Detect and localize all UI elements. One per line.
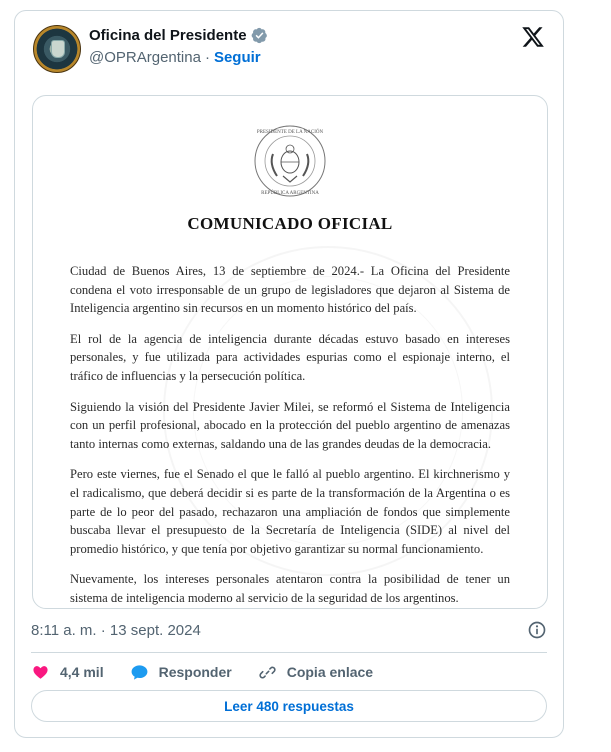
- tweet-actions: [31, 657, 399, 687]
- reply-button[interactable]: [130, 663, 232, 682]
- like-count: 4,4 mil: [60, 664, 104, 680]
- info-icon[interactable]: [527, 620, 547, 640]
- tweet-timestamp[interactable]: 8:11 a. m. · 13 sept. 2024: [31, 621, 201, 639]
- tweet-header: [31, 23, 547, 75]
- copy-link-button[interactable]: [258, 663, 373, 682]
- document-paragraph: Ciudad de Buenos Aires, 13 de septiembre de 2024.- La Oficina del Presidente condena el voto irresponsable de un grupo de legisladores que dejaron al Sistema de Inteligencia argentino sin recursos en un momento histórico del país.: [70, 264, 510, 316]
- svg-text:REPÚBLICA ARGENTINA: REPÚBLICA ARGENTINA: [261, 191, 319, 196]
- document-paragraph: El rol de la agencia de inteligencia durante décadas estuvo basado en intereses personales, y fue utilizada para actividades espurias como el espionaje interno, el tráfico de influencias y la persecución política.: [70, 331, 510, 383]
- document-paragraph: Siguiendo la visión del Presidente Javier Milei, se reformó el Sistema de Inteligencia con un perfil profesional, abocado en la protección del pueblo argentino de amenazas tanto internas como externas, saldando una de las grandes deudas de la democracia.: [70, 399, 510, 451]
- author-handle[interactable]: @OPRArgentina: [89, 49, 201, 66]
- document-paragraph: Nuevamente, los intereses personales atentaron contra la posibilidad de tener un sistema de inteligencia moderno al servicio de la seguridad de los argentinos.: [70, 572, 510, 605]
- reply-bubble-icon: [130, 663, 149, 682]
- tweet-card: [14, 10, 564, 738]
- document-body: [70, 262, 510, 609]
- official-statement-document: [33, 96, 547, 608]
- presidential-seal-icon: [253, 124, 327, 198]
- copy-link-label: Copia enlace: [286, 664, 374, 680]
- link-icon: [258, 663, 277, 682]
- document-title: COMUNICADO OFICIAL: [187, 214, 393, 233]
- reply-label: Responder: [158, 664, 232, 680]
- read-replies-label: Leer 480 respuestas: [224, 698, 354, 714]
- author-handle-row: [89, 49, 261, 66]
- timestamp-row: [31, 619, 547, 641]
- separator-dot: ·: [204, 49, 210, 66]
- svg-text:PRESIDENTE DE LA NACIÓN: PRESIDENTE DE LA NACIÓN: [256, 130, 324, 135]
- divider: [31, 652, 547, 653]
- tweet-image-attachment[interactable]: [32, 95, 548, 609]
- follow-button[interactable]: Seguir: [213, 49, 261, 66]
- author-name-row: [89, 27, 268, 44]
- x-logo-icon[interactable]: [521, 25, 545, 49]
- heart-icon: [31, 663, 50, 682]
- presidential-seal-icon: [51, 40, 65, 58]
- verified-badge-icon: [251, 27, 268, 44]
- avatar[interactable]: [33, 25, 81, 73]
- read-replies-button[interactable]: [31, 690, 547, 722]
- document-paragraph: Pero este viernes, fue el Senado el que le falló al pueblo argentino. El kirchnerismo y el radicalismo, que deberá decidir si es parte de la transformación de la Argentina o es parte de lo peor del pasado, rechazaron una ampliación de fondos que simplemente buscaba llevar el presupuesto de la Secretaría de Inteligencia (SIDE) al nivel del promedio histórico, y que tenía por objetivo garantizar su normal funcionamiento.: [70, 467, 510, 556]
- author-name[interactable]: Oficina del Presidente: [89, 27, 247, 44]
- like-button[interactable]: [31, 663, 104, 682]
